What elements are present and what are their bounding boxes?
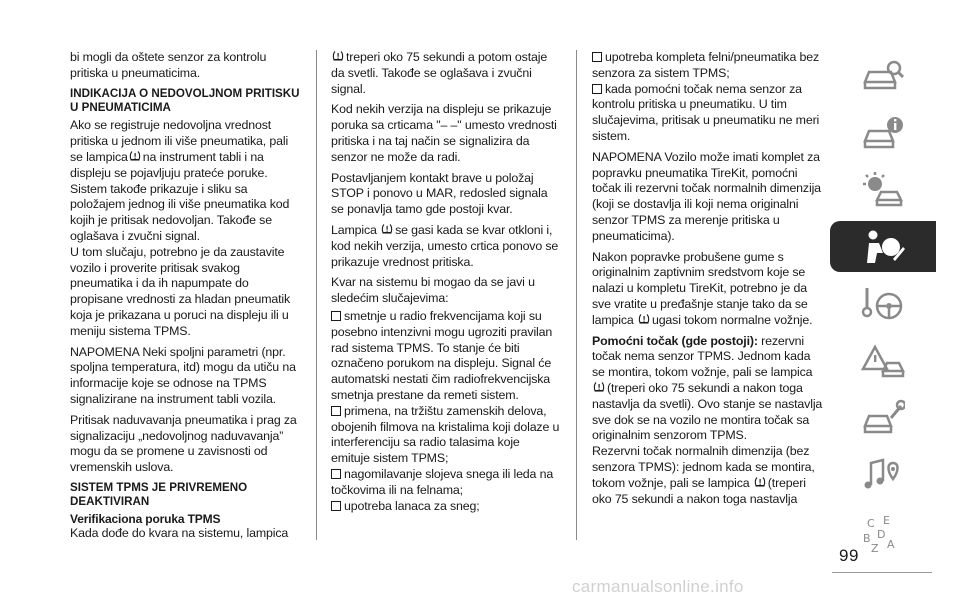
car-search-icon (861, 56, 905, 96)
text-column-2 (331, 50, 561, 514)
section-heading-tpms-deactivated: SISTEM TPMS JE PRIVREMENO DEAKTIVIRAN (70, 480, 248, 509)
text: se gasi kada se kvar otkloni i, kod nekih verzija, umesto crtica ponovo se prikazuje vrednost pritiska. (331, 222, 559, 269)
paragraph: Pritisak naduvavanja pneumatika i prag za signalizaciju „nedovoljnog naduvavanja” mogu da se promene u zavisnosti od vremenskih uslova. (70, 412, 297, 475)
svg-text:B: B (863, 531, 871, 545)
paragraph (331, 223, 561, 270)
text: (treperi oko 75 sekundi a nakon toga nastavlja (592, 475, 806, 506)
column-divider (576, 50, 577, 540)
paragraph (592, 250, 824, 329)
music-nav-icon (861, 455, 905, 495)
paragraph: U tom slučaju, potrebno je da zaustavite vozilo i proverite pritisak svakog pneumatika i da ih napumpate do propisane vrednosti za hladan pneumatik koja je prikazana u poruci na displeju ili u meniju sistema TPMS. (70, 244, 291, 338)
svg-text:E: E (883, 513, 890, 527)
alphabet-index-icon (861, 512, 905, 552)
chapter-tabs (830, 50, 936, 563)
text-column-1 (70, 50, 300, 547)
svg-text:D: D (877, 527, 886, 541)
text: treperi oko 75 sekundi a potom ostaje da svetli. Takođe se oglašava i zvučni signal. (331, 50, 548, 96)
bullet-box-icon (331, 469, 341, 479)
subheading-tpms-message: Verifikaciona poruka TPMS (70, 511, 221, 526)
steering-key-icon (861, 284, 905, 324)
wrench-car-icon (861, 398, 905, 438)
bullet-box-icon (592, 52, 602, 62)
paragraph (592, 444, 824, 507)
tab-dashboard-lights[interactable] (830, 164, 936, 215)
page-rule (832, 572, 932, 573)
text: ugasi tokom normalne vožnje. (651, 312, 813, 327)
bullet-box-icon (331, 501, 341, 511)
tab-safety[interactable] (830, 221, 936, 272)
dashboard-lights-icon (861, 170, 905, 210)
bullet-box-icon (331, 311, 341, 321)
paragraph: Kada dođe do kvara na sistemu, lampica (70, 525, 289, 540)
list-item (331, 404, 561, 467)
text: Ako se registruje nedovoljna vrednost pritiska u jednom ili više pneumatika, pali se lampica (70, 118, 289, 164)
text: rezervni točak nema senzor TPMS. Jednom kada se montira, tokom vožnje, pali se lampica (592, 333, 813, 380)
note-paragraph: NAPOMENA Neki spoljni parametri (npr. spoljna temperatura, itd) mogu da utiču na informacije koje se odnose na TPMS signalizirane na instrument tabli vozila. (70, 344, 296, 406)
svg-text:A: A (887, 537, 895, 551)
list-item (331, 309, 561, 404)
text: kada pomoćni točak nema senzor za kontrolu pritiska u pneumatiku. U tim slučajevima, pritisak u pneumatiku ne meri sistem. (592, 81, 820, 143)
tpms-warning-icon (129, 150, 141, 162)
section-heading-underinflation: INDIKACIJA O NEDOVOLJNOM PRITISKU U PNEUMATICIMA (70, 86, 300, 114)
tpms-warning-icon (593, 381, 605, 393)
label-spare-wheel: Pomoćni točak (gde postoji): (592, 333, 758, 348)
paragraph (592, 334, 824, 445)
text: Rezervni točak normalnih dimenzija (bez senzora TPMS): jednom kada se montira, tokom vožnje, pali se lampica (592, 444, 815, 490)
text: primena, na tržištu zamenskih delova, obojenih filmova na kristalima koji dolaze u interferenciju sa radio talasima koje emituje sistem TPMS; (331, 403, 560, 466)
text: upotreba lanaca za sneg; (344, 498, 480, 513)
svg-text:C: C (867, 516, 875, 530)
list-item (592, 50, 824, 82)
list-item (592, 82, 824, 145)
paragraph: Kvar na sistemu bi mogao da se javi u sledećim slučajevima: (331, 275, 535, 306)
paragraph (70, 118, 300, 244)
bullet-box-icon (592, 84, 602, 94)
car-info-icon (861, 113, 905, 153)
tab-emergency[interactable] (830, 335, 936, 386)
list-item (331, 499, 561, 515)
tab-multimedia[interactable] (830, 449, 936, 500)
paragraph (331, 50, 561, 97)
warning-triangle-car-icon (861, 341, 905, 381)
tab-car-info[interactable] (830, 107, 936, 158)
text: smetnje u radio frekvencijama koji su posebno intenzivni mogu ugroziti pravilan rad sistema TPMS. To stanje će biti označeno porukom na displeju. Signal će automatski nestati čim radiofrekvencijska smetnja prestane da remeti sistem. (331, 308, 553, 402)
paragraph: Kod nekih verzija na displeju se prikazuje poruka sa crticama "– –" umesto vrednosti pritiska i na taj način se signalizira da senzor ne može da radi. (331, 102, 557, 164)
text: na instrument tabli i na displeju se pojavljuju prateće poruke. Sistem takođe prikazuje i sliku sa položajem jednog ili više pneumatika kod kojih je pritisak nedovoljan. Takođe se oglašava i zvučni signal. (70, 150, 290, 243)
tpms-warning-icon (638, 313, 650, 325)
bullet-box-icon (331, 406, 341, 416)
paragraph: Postavljanjem kontakt brave u položaj STOP i ponovo u MAR, redosled signala se ponavlja tamo gde postoji kvar. (331, 170, 548, 217)
paragraph: bi mogli da oštete senzor za kontrolu pritiska u pneumaticima. (70, 50, 267, 80)
text: (treperi oko 75 sekundi a nakon toga nastavlja da svetli). Ovo stanje se nastavlja sve dok se na vozilo ne montira točak sa originalnim senzorom TPMS. (592, 380, 823, 443)
text: Lampica (331, 222, 377, 237)
watermark: carmanualsonline.info (572, 577, 744, 596)
column-divider (316, 50, 317, 540)
safety-airbag-icon (861, 227, 905, 267)
text: Nakon popravke probušene gume s originalnim zaptivnim sredstvom koje se nalazi u kompletu TireKit, potrebno je da sve vratite u pređašnje stanje tako da se lampica (592, 249, 808, 327)
note-paragraph: NAPOMENA Vozilo može imati komplet za popravku pneumatika TireKit, pomoćni točak ili rezervni točak normalnih dimenzija (koji se dostavlja ili koji nema originalni senzor TPMS za merenje pritiska u pneumaticima). (592, 149, 821, 243)
text: upotreba kompleta felni/pneumatika bez senzora za sistem TPMS; (592, 50, 820, 80)
tpms-warning-icon (754, 476, 766, 488)
tab-maintenance[interactable] (830, 392, 936, 443)
text: nagomilavanje slojeva snega ili leda na točkovima ili na felnama; (331, 466, 554, 497)
list-item (331, 467, 561, 499)
tpms-warning-icon (332, 50, 344, 62)
page-number: 99 (839, 546, 859, 565)
svg-text:Z: Z (871, 541, 879, 552)
text-column-3 (592, 50, 824, 512)
tab-car-search[interactable] (830, 50, 936, 101)
tpms-warning-icon (381, 223, 393, 235)
tab-starting-driving[interactable] (830, 278, 936, 329)
